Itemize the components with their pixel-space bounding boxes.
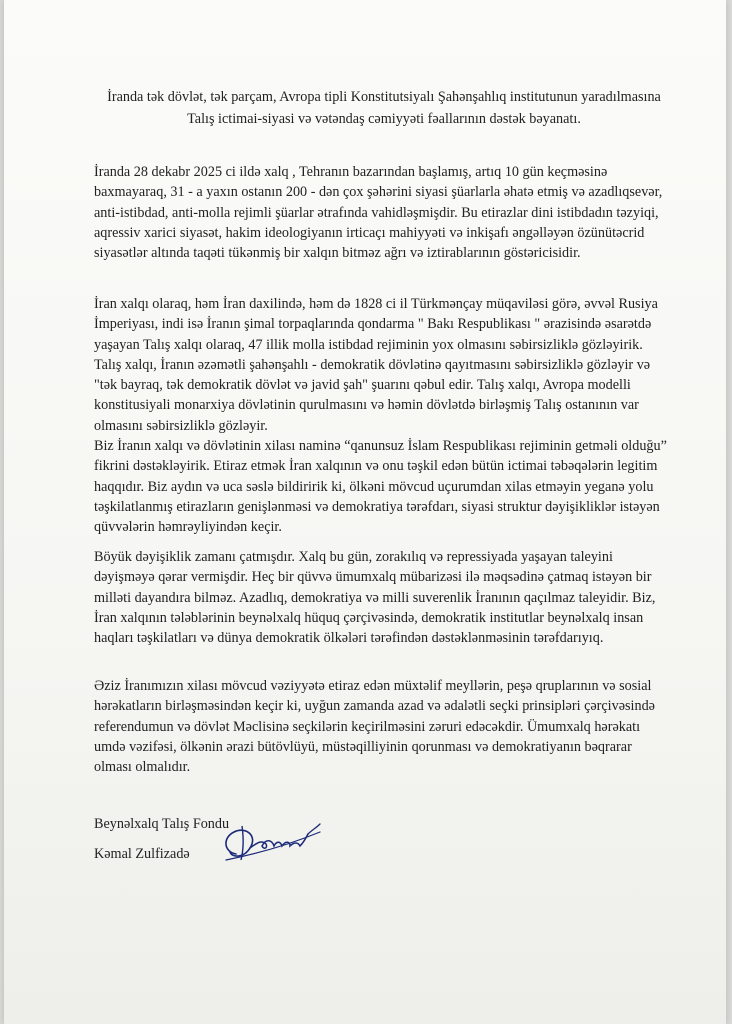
paragraph-1: İranda 28 dekabr 2025 ci ildə xalq , Tehranın bazarından başlamış, artıq 10 gün keçməsinə baxmayaraq, 31 - a yaxın ostanın 200 - dən çox şəhərini siyasi şüarlarla əhatə etmiş və azadlıqsevər, anti-istibdad, anti-molla rejimli şüarlar ətrafında vahidləşmişdir. Bu etirazlar dini istibdadın təzyiqi, aqressiv xarici siyasət, hakim ideologiyanın irticaçı mahiyyəti və inkişafı əngəlləyən özünütəcrid siyasətlər altında taqəti tükənmiş bir xalqın bitməz ağrı və iztirablarının göstəricisidir. (94, 164, 663, 262)
paragraph-4: Böyük dəyişiklik zamanı çatmışdır. Xalq bu gün, zorakılıq və repressiyada yaşayan taleyini dəyişməyə qərar vermişdir. Heç bir qüvvə ümumxalq mübarizəsi ilə məqsədinə çatmaq istəyən bir milləti dayandıra bilməz. Azadlıq, demokratiya və milli suverenlik İranının qaçılmaz taleyidir. Biz, İran xalqının tələblərinin beynəlxalq hüquq çərçivəsində, demokratik institutlar beynəlxalq insan haqları təşkilatları və dünya demokratik ölkələri tərəfindən dəstəklənməsinin tərəfdarıyıq. (94, 549, 656, 647)
paragraph-2: İran xalqı olaraq, həm İran daxilində, həm də 1828 ci il Türkmənçay müqaviləsi görə, əvvəl Rusiya İmperiyası, indi isə İranın şimal torpaqlarında qondarma " Bakı Respublikası " ərazisində əsarətdə yaşayan Talış xalqı olaraq, 47 illik molla istibdad rejiminin yox olmasını səbirsizliklə gözləyirik. Talış xalqı, İranın əzəmətli şahənşahlı - demokratik dövlətinə qayıtmasını səbirsizliklə gözləyir və "tək bayraq, tək demokratik dövlət və javid şah" şuarını qəbul edir. Talış xalqı, Avropa modelli konstitusiyali monarxiya dövlətinin qurulmasını və həmin dövlətdə birləşmiş Talış ostanının var olmasını səbirsizliklə gözləyir. (94, 296, 658, 434)
document-title: İranda tək dövlət, tək parçam, Avropa tipli Konstitutsiyalı Şahənşahlıq institutunun yaradılmasına Talış ictimai-siyasi və vətəndaş cəmiyyəti fəallarının dəstək bəyanatı. (107, 89, 661, 127)
signature-organization: Beynəlxalq Talış Fondu (94, 816, 230, 832)
paragraph-5: Əziz İranımızın xilası mövcud vəziyyətə etiraz edən müxtəlif meyllərin, peşə qruplarının və sosial hərəkatların birləşməsindən keçir ki, uyğun zamanda azad və ədalətli seçki prinsipləri çərçivəsində referendumun və dövlət Məclisinə seçkilərin keçirilməsini zəruri edəcəkdir. Ümumxalq hərəkatı umdə vəzifəsi, ölkənin ərazi bütövlüyü, müstəqilliyinin qorunması və demokratiyanın bəqrarar olması olmalıdır. (94, 678, 655, 776)
document-page (4, 0, 726, 1024)
handwritten-signature (216, 812, 336, 872)
paragraph-3: Biz İranın xalqı və dövlətinin xilası naminə “qanunsuz İslam Respublikası rejiminin getməli olduğu” fikrini dəstəkləyirik. Etiraz etmək İran xalqının və onu təşkil edən bütün ictimai təbəqələrin legitim haqqıdır. Biz aydın və uca səslə bildiririk ki, ölkəni mövcud uçurumdan xilas etməyin yeganə yolu təşkilatlanmış etirazların genişlənməsi və demokratiya tərəfdarı, siyasi struktur dəyişikliklər istəyən qüvvələrin həmrəyliyindən keçir. (94, 438, 667, 536)
signature-name: Kəmal Zulfizadə (94, 846, 190, 862)
